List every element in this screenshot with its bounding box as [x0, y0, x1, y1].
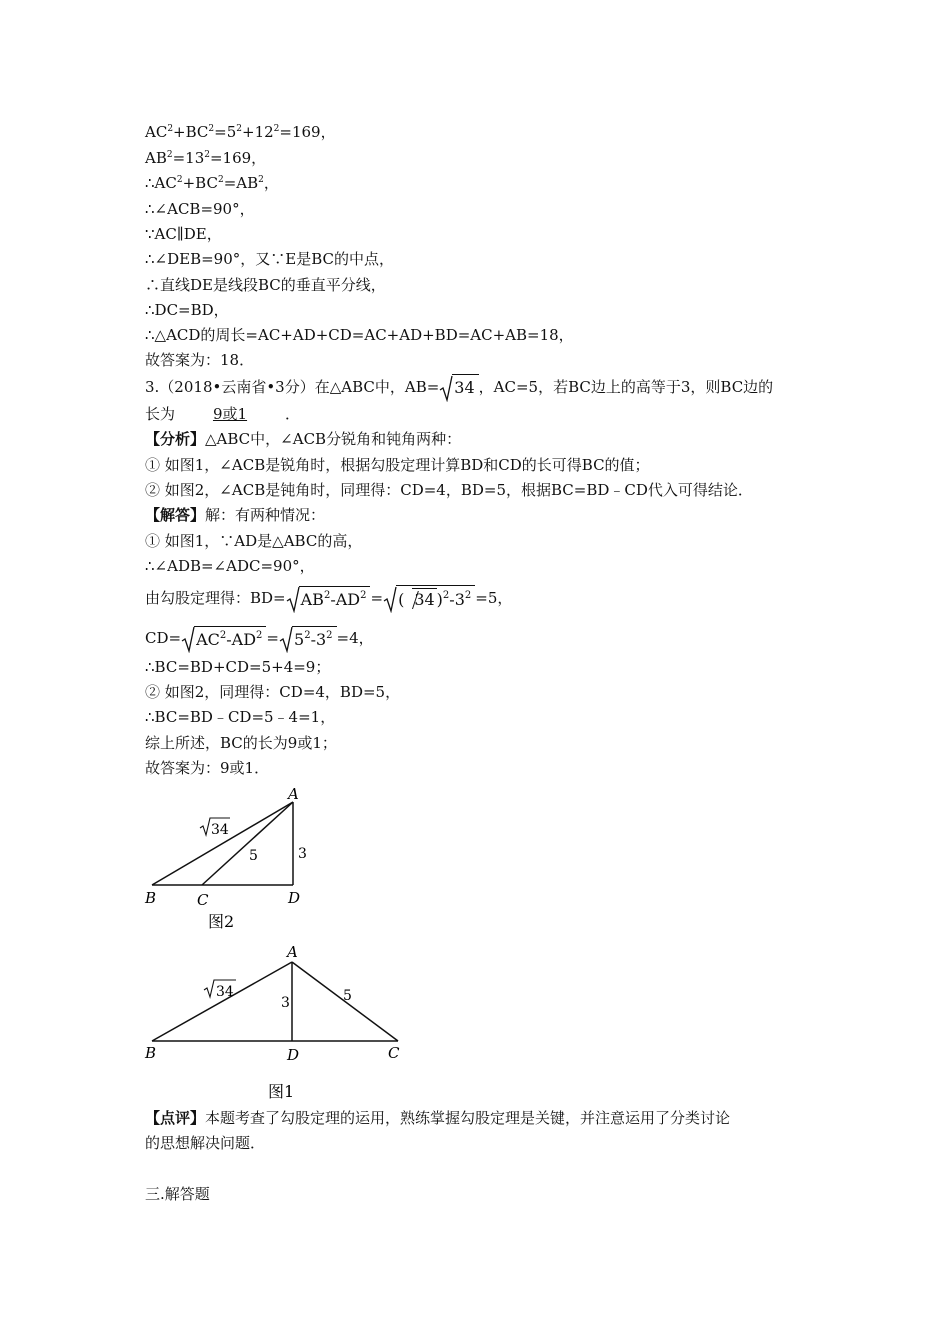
comment-line-1: 【点评】本题考查了勾股定理的运用，熟练掌握勾股定理是关键，并注意运用了分类讨论 [145, 1109, 731, 1127]
fig2-label-ac: 5 [249, 848, 258, 864]
line-1: $AC^2+BC^2=5^2+12^2=169$， [145, 123, 336, 141]
line-6: ∴∠DEB=90°，又∵E是BC的中点， [145, 250, 394, 268]
line-4: ∴∠ACB=90°， [145, 200, 255, 218]
fig1-label-d: D [287, 1046, 300, 1064]
line-8: ∴DC=BD， [145, 301, 229, 319]
analysis-line-1: 【分析】△ABC中，∠ACB分锐角和钝角两种： [145, 430, 462, 448]
sqrt-34: 34 [439, 374, 478, 402]
question-3-line-2: 长为 9或1 ． [145, 405, 301, 423]
question-3-line-1: 3.（2018•云南省•3分）在△ABC中，AB= 34 ，AC=5，若BC边上的高等于3，则BC边的 [145, 373, 773, 402]
solution-line-6: ∴BC=BD+CD=5+4=9； [145, 658, 331, 676]
solution-line-9: 综上所述，BC的长为9或1； [145, 734, 337, 752]
solution-line-5: CD= $AC^2-AD^2$ = $5^2-3^2 =4$， [145, 623, 374, 653]
fig1-label-ac: 5 [343, 988, 352, 1004]
line-7: ∴直线DE是线段BC的垂直平分线， [145, 276, 386, 294]
fig2-segment-ac [202, 802, 293, 885]
line-9: ∴△ACD的周长=AC+AD+CD=AC+AD+BD=AC+AB=18， [145, 326, 574, 344]
line-2: $AB^2=13^2=169$， [145, 149, 267, 167]
fig2-segment-ab [152, 802, 293, 885]
analysis-line-2: ① 如图1，∠ACB是锐角时，根据勾股定理计算BD和CD的长可得BC的值； [145, 456, 650, 474]
solution-line-3: ∴∠ADB=∠ADC=90°， [145, 557, 315, 575]
fig2-label-b: B [145, 889, 157, 907]
fig2-label-ad: 3 [298, 846, 307, 862]
solution-line-10: 故答案为：9或1． [145, 759, 270, 777]
analysis-line-3: ② 如图2，∠ACB是钝角时，同理得：CD=4，BD=5，根据BC=BD﹣CD代入可得结论． [145, 481, 753, 499]
fig1-segment-ab [152, 962, 292, 1041]
line-10: 故答案为：18． [145, 351, 255, 369]
fig1-label-b: B [145, 1044, 157, 1062]
figure-2 [140, 782, 330, 932]
answer-blank: 9或1 [212, 405, 248, 423]
sqrt-ac-ad: $AC^2-AD^2$ [181, 625, 266, 653]
fig1-label-a: A [287, 943, 298, 961]
comment-line-2: 的思想解决问题． [145, 1134, 266, 1152]
fig2-label-a: A [288, 785, 299, 803]
solution-line-2: ① 如图1，∵AD是△ABC的高， [145, 532, 363, 550]
figure-1 [140, 940, 410, 1105]
fig1-caption: 图1 [268, 1082, 295, 1101]
fig2-label-d: D [288, 889, 301, 907]
fig1-label-c: C [388, 1044, 400, 1062]
solution-line-8: ∴BC=BD﹣CD=5﹣4=1， [145, 708, 336, 726]
sqrt-ab-ad: $AB^2-AD^2$ [286, 585, 371, 613]
sqrt-5-sq-minus-3-sq: $5^2-3^2$ [279, 625, 337, 653]
sqrt-34-sq-minus-3-sq: ( 34 )$^2-3^2$ [383, 585, 475, 613]
section-heading: 三.解答题 [145, 1185, 210, 1203]
solution-line-1: 【解答】解：有两种情况： [145, 506, 326, 524]
fig1-label-ab: 34 [216, 984, 234, 1000]
solution-line-7: ② 如图2，同理得：CD=4，BD=5， [145, 683, 401, 701]
line-5: ∵AC∥DE， [145, 225, 222, 243]
solution-line-4: 由勾股定理得：BD= $AB^2-AD^2$ = ( 34 )$^2-3^2 =5$， [145, 583, 512, 613]
line-3: $\therefore AC^2+BC^2=AB^2$， [145, 174, 279, 192]
fig1-label-ad: 3 [281, 995, 290, 1011]
fig2-label-ab: 34 [211, 822, 229, 838]
fig2-label-c: C [197, 891, 209, 909]
fig2-caption: 图2 [208, 912, 235, 931]
